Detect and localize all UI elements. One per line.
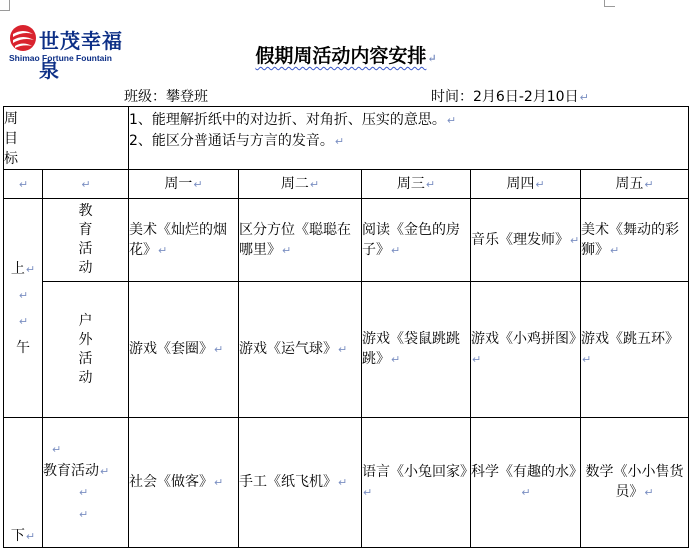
activity-cell: 数学《小小售货员》↵: [581, 418, 689, 548]
activity-cell: 科学《有趣的水》↵: [471, 418, 581, 548]
activity-cell: 美术《灿烂的烟花》↵: [129, 199, 239, 282]
activity-type-cell: [43, 199, 129, 282]
activity-cell: 语言《小兔回家》↵: [362, 418, 471, 548]
activity-cell: 社会《做客》↵: [129, 418, 239, 548]
activity-type-cell: ↵ 教育活动↵ ↵ ↵: [43, 418, 129, 548]
page-corner-top-left: [0, 0, 10, 11]
morning-outdoor-row: [4, 282, 689, 418]
activity-cell: 游戏《小鸡拼图》↵: [471, 282, 581, 418]
activity-cell: 美术《舞动的彩狮》↵: [581, 199, 689, 282]
goal-item: 1、能理解折纸中的对边折、对角折、压实的意思。↵: [129, 112, 457, 128]
goal-label: 周目标: [4, 111, 18, 167]
class-label: 班级：: [124, 89, 166, 105]
time-value: 2月6日-2月10日: [473, 89, 579, 105]
activity-cell: 区分方位《聪聪在哪里》↵: [239, 199, 362, 282]
half-day-cell-afternoon: 下↵: [4, 418, 43, 548]
goal-row: [4, 107, 689, 170]
activity-type-cell: [43, 282, 129, 418]
activity-cell: 游戏《袋鼠跳跳跳》↵: [362, 282, 471, 418]
header-day: 周三↵: [362, 170, 471, 199]
activity-type-label: 户外活动: [78, 312, 93, 386]
morning-education-row: [4, 199, 689, 282]
half-day-cell-morning: [4, 199, 43, 418]
activity-type-label: 教育活动: [78, 203, 93, 276]
header-empty-cell: ↵: [4, 170, 43, 199]
activity-cell: 游戏《跳五环》↵: [581, 282, 689, 418]
goal-text-cell: [129, 107, 689, 170]
class-info: [124, 86, 208, 106]
goal-label-cell: [4, 107, 129, 170]
header-day: 周二↵: [239, 170, 362, 199]
document-title-text: 假期周活动内容安排: [255, 45, 427, 67]
time-label: 时间：: [431, 89, 473, 105]
activity-cell: 手工《纸飞机》↵: [239, 418, 362, 548]
header-day: 周五↵: [581, 170, 689, 199]
afternoon-education-row: [4, 418, 689, 548]
logo-name-en: Shimao Fortune Fountain: [9, 53, 112, 63]
header-day: 周四↵: [471, 170, 581, 199]
page-corner-top-right: [604, 0, 615, 7]
paragraph-mark-icon: ↵: [427, 52, 437, 65]
header-day: 周一↵: [129, 170, 239, 199]
half-day-label-afternoon: 下: [10, 528, 25, 544]
activity-cell: 游戏《套圈》↵: [129, 282, 239, 418]
activity-cell: 游戏《运气球》↵: [239, 282, 362, 418]
paragraph-mark-icon: ↵: [579, 91, 589, 104]
logo-name-cn: 世茂幸福泉: [39, 29, 123, 82]
header-row: [4, 170, 689, 199]
activity-schedule-table: [3, 106, 689, 548]
half-day-label-morning: 上↵ ↵ ↵ 午: [10, 260, 36, 356]
activity-cell: 音乐《理发师》↵: [471, 199, 581, 282]
time-info: [431, 86, 589, 106]
activity-type-label: 教育活动: [43, 463, 99, 479]
goal-item: 2、能区分普通话与方言的发音。↵: [129, 133, 345, 149]
header-empty-cell: ↵: [43, 170, 129, 199]
class-value: 攀登班: [166, 89, 208, 105]
document-title: [0, 41, 692, 68]
activity-cell: 阅读《金色的房子》↵: [362, 199, 471, 282]
